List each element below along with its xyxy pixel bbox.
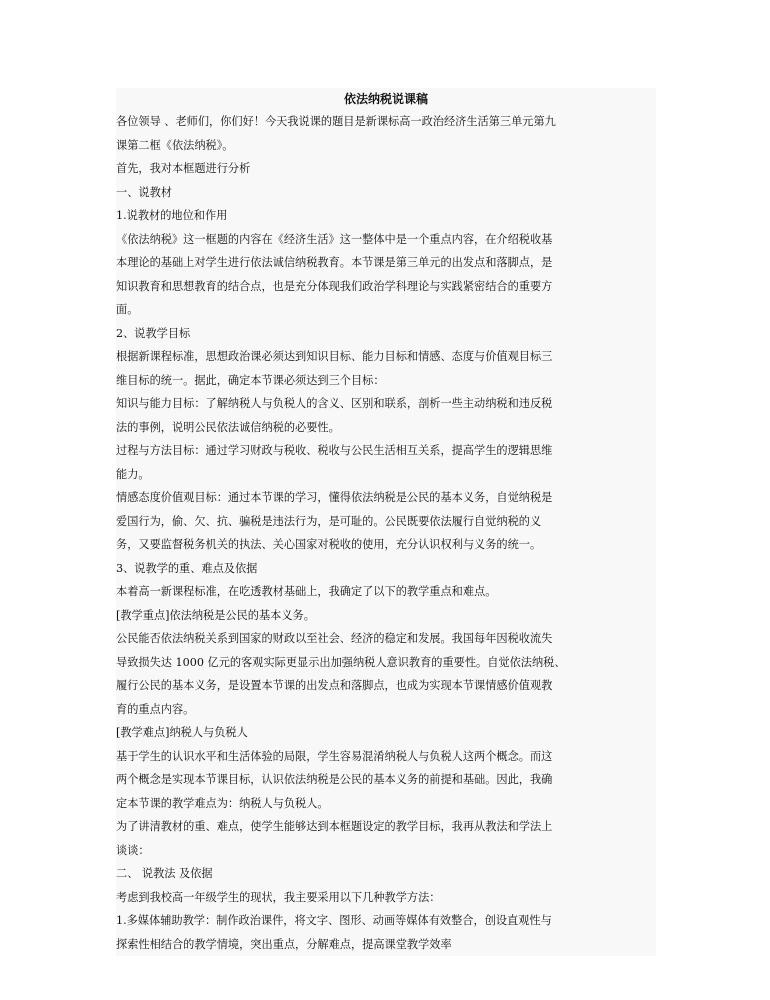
text-line: 情感态度价值观目标：通过本节课的学习，懂得依法纳税是公民的基本义务，自觉纳税是 — [116, 491, 553, 504]
text-line: 过程与方法目标：通过学习财政与税收、税收与公民生活相互关系，提高学生的逻辑思维 — [116, 444, 553, 457]
text-line: [教学重点]依法纳税是公民的基本义务。 — [116, 608, 315, 622]
text-line: 公民能否依法纳税关系到国家的财政以至社会、经济的稳定和发展。我国每年因税收流失 — [116, 632, 553, 645]
text-line: 2、说教学目标 — [116, 326, 191, 340]
text-line: 探索性相结合的教学情境，突出重点，分解难点，提高课堂教学效率 — [116, 937, 452, 951]
text-line: 考虑到我校高一年级学生的现状，我主要采用以下几种教学方法： — [116, 890, 441, 904]
text-line: 知识教育和思想教育的结合点，也是充分体现我们政治学科理论与实践紧密结合的重要方 — [116, 279, 553, 293]
text-line: 《依法纳税》这一框题的内容在《经济生活》这一整体中是一个重点内容，在介绍税收基 — [116, 232, 553, 246]
text-line: 履行公民的基本义务，是设置本节课的出发点和落脚点，也成为实现本节课情感价值观教 — [116, 679, 553, 692]
text-line: 谈谈： — [116, 843, 150, 857]
text-line: 为了讲清教材的重、难点，使学生能够达到本框题设定的教学目标，我再从教法和学法上 — [116, 820, 553, 833]
paragraph-lines — [116, 110, 656, 956]
text-line: 各位领导 、老师们，你们好！今天我说课的题目是新课标高一政治经济生活第三单元第九 — [116, 115, 556, 128]
document-title: 依法纳税说课稿 — [343, 92, 428, 106]
text-line: 3、说教学的重、难点及依据 — [116, 561, 258, 575]
text-line: 两个概念是实现本节课目标，认识依法纳税是公民的基本义务的前提和基础。因此，我确 — [116, 773, 553, 786]
text-line: 一、说教材 — [116, 185, 172, 199]
text-line: 爱国行为，偷、欠、抗、骗税是违法行为，是可耻的。公民既要依法履行自觉纳税的义 — [116, 514, 542, 528]
text-line: 务，又要监督税务机关的执法、关心国家对税收的使用，充分认识权利与义务的统一。 — [116, 538, 542, 551]
text-line: 法的事例，说明公民依法诚信纳税的必要性。 — [116, 420, 340, 434]
text-line: 二、 说教法 及依据 — [116, 867, 213, 880]
text-line: 面。 — [116, 303, 139, 316]
text-line: 育的重点内容。 — [116, 702, 195, 716]
text-line: 本理论的基础上对学生进行依法诚信纳税教育。本节课是第三单元的出发点和落脚点，是 — [116, 256, 553, 269]
text-line: 本着高一新课程标准，在吃透教材基础上，我确定了以下的教学重点和难点。 — [116, 585, 497, 598]
document-body — [116, 88, 656, 956]
text-line: 1.多媒体辅助教学：制作政治课件，将文字、图形、动画等媒体有效整合，创设直观性与 — [116, 914, 552, 927]
text-line: [教学难点]纳税人与负税人 — [116, 726, 248, 739]
text-line: 根据新课程标准，思想政治课必须达到知识目标、能力目标和情感、态度与价值观目标三 — [116, 350, 553, 363]
text-line: 课第二框《依法纳税》。 — [116, 138, 234, 152]
text-line: 维目标的统一。据此，确定本节课必须达到三个目标： — [116, 373, 385, 387]
text-line: 基于学生的认识水平和生活体验的局限，学生容易混淆纳税人与负税人这两个概念。而这 — [116, 749, 553, 763]
text-line: 1.说教材的地位和作用 — [116, 209, 228, 222]
text-line: 首先，我对本框题进行分析 — [116, 162, 251, 175]
text-line: 知识与能力目标：了解纳税人与负税人的含义、区别和联系，剖析一些主动纳税和违反税 — [116, 397, 553, 410]
text-line: 能力。 — [116, 467, 150, 481]
text-line: 导致损失达 1000 亿元的客观实际更显示出加强纳税人意识教育的重要性。自觉依法纳税、 — [116, 655, 566, 669]
text-line: 定本节课的教学难点为：纳税人与负税人。 — [116, 796, 329, 810]
